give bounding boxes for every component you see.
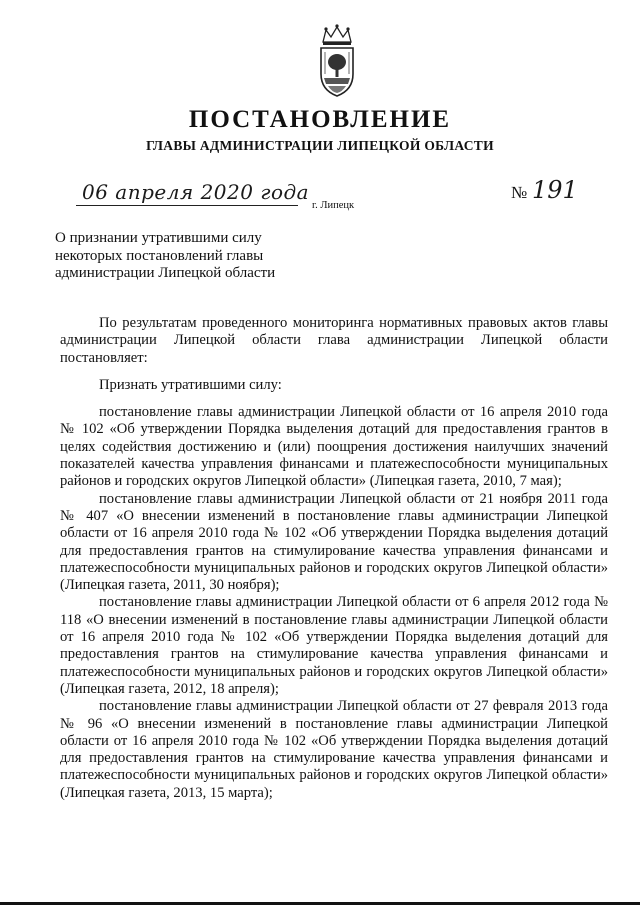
intro-paragraph: По результатам проведенного мониторинга нормативных правовых актов главы администрации Липецкой области глава администрации Липецкой области постановляет: — [60, 315, 608, 366]
document-subtitle: ГЛАВЫ АДМИНИСТРАЦИИ ЛИПЕЦКОЙ ОБЛАСТИ — [146, 138, 494, 153]
list-item: постановление главы администрации Липецкой области от 21 ноября 2011 года № 407 «О внесении изменений в постановление главы администрации Липецкой области от 16 апреля 2010 года № 102 «Об утверждении Порядка выделения дотаций для предоставления грантов на стимулирование качества управления финансами и платежеспособности муниципальных районов и городских округов Липецкой области» (Липецкая газета, 2011, 30 ноября); — [60, 490, 608, 594]
number-label: № — [511, 183, 528, 202]
list-item: постановление главы администрации Липецкой области от 16 апреля 2010 года № 102 «Об утверждении Порядка выделения дотаций для предоставления грантов в целях содействия достижению и (или) поощрения достижения наилучших значений показателей качества управления финансами и платежеспособности муниципальных районов и городских округов Липецкой области» (Липецкая газета, 2010, 7 мая); — [60, 404, 608, 490]
document-body — [60, 315, 608, 802]
decision-paragraph: Признать утратившими силу: — [99, 376, 282, 393]
subject-block — [55, 230, 315, 283]
coat-of-arms-emblem-icon — [314, 24, 360, 100]
subject-line: администрации Липецкой области — [55, 265, 276, 281]
subject-line: некоторых постановлений главы — [55, 247, 264, 264]
list-item: постановление главы администрации Липецкой области от 6 апреля 2012 года № 118 «О внесении изменений в постановление главы администрации Липецкой области от 16 апреля 2010 года № 102 «Об утверждении Порядка выделения дотаций для предоставления грантов на стимулирование качества управления финансами и платежеспособности муниципальных районов и городских округов Липецкой области» (Липецкая газета, 2012, 18 апреля); — [60, 594, 608, 697]
handwritten-date: 06 апреля 2020 года — [82, 180, 310, 204]
subject-line: О признании утратившими силу — [55, 230, 262, 246]
date-underline — [76, 205, 298, 206]
list-item: постановление главы администрации Липецкой области от 27 февраля 2013 года № 96 «О внесении изменений в постановление главы администрации Липецкой области от 16 апреля 2010 года № 102 «Об утверждении Порядка выделения дотаций для предоставления грантов на стимулирование качества управления финансами и платежеспособности муниципальных районов и городских округов Липецкой области» (Липецкая газета, 2013, 15 марта); — [60, 698, 608, 801]
document-title: ПОСТАНОВЛЕНИЕ — [188, 106, 452, 133]
city-label: г. Липецк — [312, 200, 355, 211]
handwritten-number: 191 — [532, 176, 578, 204]
